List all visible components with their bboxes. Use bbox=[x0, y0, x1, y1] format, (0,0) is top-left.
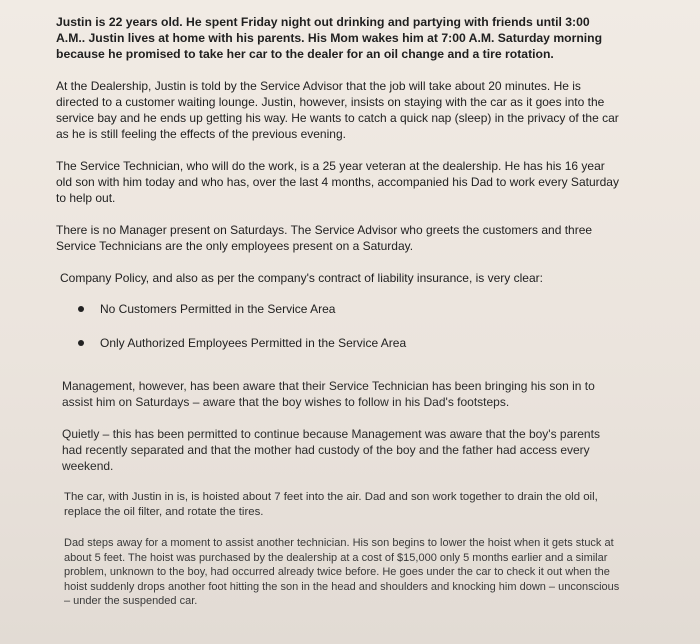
list-item bbox=[56, 302, 620, 336]
bullet-text: No Customers Permitted in the Service Area bbox=[100, 302, 336, 316]
paragraph-service-technician: The Service Technician, who will do the work, is a 25 year veteran at the dealership. He has his 16 year old son with him today and who has, over the last 4 months, accompanied his Dad to work every Saturday to help out. bbox=[56, 159, 619, 205]
paragraph-dealership: At the Dealership, Justin is told by the Service Advisor that the job will take about 20 minutes. He is directed to a customer waiting lounge. Justin, however, insists on staying with the car as it goes into the service bay and he ends up getting his way. He wants to catch a quick nap (sleep) in the privacy of the car as he is still feeling the effects of the previous evening. bbox=[56, 79, 619, 141]
list-item bbox=[56, 336, 620, 370]
paragraph-hoist-accident: Dad steps away for a moment to assist another technician. His son begins to lower the hoist when it gets stuck at about 5 feet. The hoist was purchased by the dealership at a cost of $15,000 only 5 months earlier and a similar problem, unknown to the boy, had occurred already twice before. He goes under the car to check it out when the hoist suddenly drops another foot hitting the son in the head and shoulders and knocking him down – unconscious – under the suspended car. bbox=[64, 537, 620, 607]
bullet-text: Only Authorized Employees Permitted in the Service Area bbox=[100, 336, 407, 350]
paragraph-justin-intro: Justin is 22 years old. He spent Friday night out drinking and partying with friends until 3:00 A.M.. Justin lives at home with his parents. His Mom wakes him at 7:00 A.M. Saturday morning because he promised to take her car to the dealer for an oil change and a tire rotation. bbox=[56, 15, 603, 61]
paragraph-no-manager: There is no Manager present on Saturdays. The Service Advisor who greets the customers and three Service Technicians are the only employees present on a Saturday. bbox=[56, 223, 593, 253]
bullet-dot-icon bbox=[78, 306, 84, 312]
paragraph-management-aware: Management, however, has been aware that their Service Technician has been bringing his son in to assist him on Saturdays – aware that the boy wishes to follow in his Dad's footsteps. bbox=[62, 379, 595, 409]
paragraph-car-hoisted: The car, with Justin in is, is hoisted about 7 feet into the air. Dad and son work together to drain the old oil, replace the oil filter, and rotate the tires. bbox=[64, 491, 598, 518]
paragraph-company-policy: Company Policy, and also as per the company's contract of liability insurance, is very clear: bbox=[60, 271, 543, 285]
bullet-dot-icon bbox=[78, 340, 84, 346]
paragraph-quietly-permitted: Quietly – this has been permitted to continue because Management was aware that the boy's parents had recently separated and that the mother had custody of the boy and the father had access every weekend. bbox=[62, 427, 600, 473]
policy-bullet-list bbox=[56, 302, 620, 370]
